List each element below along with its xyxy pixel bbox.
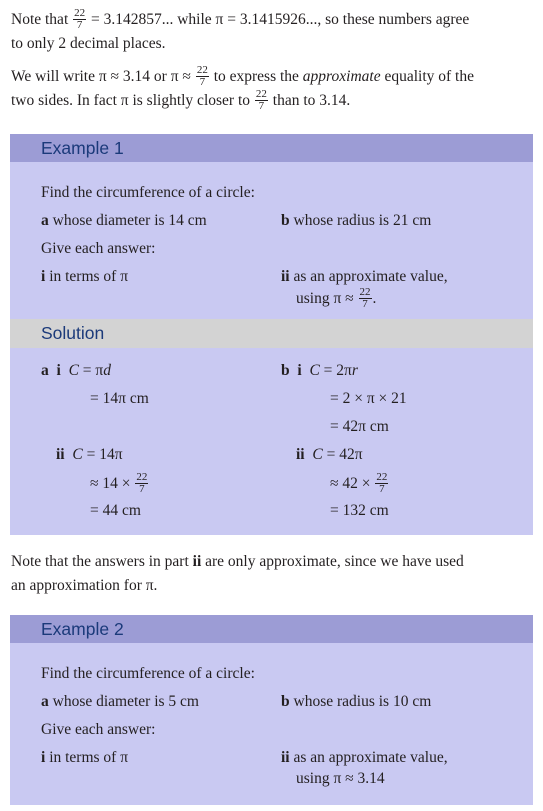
note-bold: ii: [192, 553, 202, 570]
intro-p2-c: equality of the: [384, 68, 474, 85]
example-2-title: Example 2: [41, 619, 124, 639]
fraction-numerator: 22: [74, 6, 86, 19]
solution-text: = π: [82, 362, 104, 379]
intro-p1-line2: to only 2 decimal places.: [11, 35, 166, 52]
fraction-numerator: 22: [359, 286, 371, 298]
example-2-part-a: [41, 692, 199, 712]
solution-a-label: a: [41, 362, 49, 379]
note-after: are only approximate, since we have used: [205, 553, 464, 570]
example-1-prompt: Find the circumference of a circle:: [41, 184, 255, 201]
part-b-text: whose radius is 10 cm: [293, 693, 432, 710]
solution-title: Solution: [41, 323, 105, 343]
example-2-give: Give each answer:: [41, 721, 156, 738]
fraction-numerator: 22: [255, 87, 267, 100]
example-1-part-ii-line2: [296, 288, 376, 311]
fraction-numerator: 22: [196, 63, 208, 76]
example-2-part-ii: [281, 748, 448, 768]
solution-a-i-line2: = 14π cm: [90, 390, 149, 407]
example-2-prompt: Find the circumference of a circle:: [41, 665, 255, 682]
intro-paragraph-2: [11, 65, 536, 113]
part-i-label: i: [41, 268, 46, 285]
solution-b-i-line2: = 2 × π × 21: [330, 390, 407, 407]
fraction-denominator: 7: [379, 483, 385, 495]
solution-a-ii-line2: [90, 473, 149, 496]
solution-a-i-line1: [41, 361, 111, 381]
example-1-part-a: [41, 211, 207, 231]
part-i-label: i: [41, 749, 46, 766]
fraction-22-over-7: [255, 89, 268, 112]
fraction-22-over-7: [135, 472, 148, 495]
part-i-text: in terms of π: [49, 268, 129, 285]
period: .: [372, 290, 377, 308]
note-paragraph: [11, 550, 536, 598]
note-before: Note that the answers in part: [11, 553, 189, 570]
example-2-part-i: [41, 748, 128, 768]
fraction-22-over-7: [73, 8, 86, 31]
solution-a-ii-label: ii: [56, 446, 65, 463]
solution-b-i-line1: [281, 361, 358, 381]
example-1-give: Give each answer:: [41, 240, 156, 257]
intro-p2-d: two sides. In fact π is slightly closer to: [11, 92, 251, 109]
part-i-text: in terms of π: [49, 749, 129, 766]
intro-p2-e: than to 3.14.: [272, 92, 351, 109]
solution-header: [10, 319, 533, 348]
example-1-part-ii: [281, 267, 448, 287]
variable-r: r: [351, 362, 358, 379]
fraction-denominator: 7: [76, 18, 83, 31]
solution-a-ii-line3: = 44 cm: [90, 502, 141, 519]
solution-a-ii-line1: [56, 445, 123, 465]
solution-text: = 14π: [86, 446, 123, 463]
solution-b-ii-line3: = 132 cm: [330, 502, 389, 519]
example-1-part-i: [41, 267, 128, 287]
part-ii-label: ii: [281, 268, 290, 285]
example-1-part-b: [281, 211, 431, 231]
solution-b-i-label: i: [297, 362, 302, 379]
variable-c: C: [312, 446, 323, 463]
fraction-denominator: 7: [199, 75, 206, 88]
part-a-text: whose diameter is 5 cm: [52, 693, 199, 710]
variable-c: C: [68, 362, 79, 379]
part-ii-text: as an approximate value,: [293, 749, 448, 766]
solution-b-label: b: [281, 362, 290, 379]
variable-c: C: [309, 362, 320, 379]
part-a-text: whose diameter is 14 cm: [52, 212, 207, 229]
fraction-denominator: 7: [258, 99, 265, 112]
fraction-numerator: 22: [376, 471, 388, 483]
fraction-22-over-7: [196, 65, 209, 88]
note-line2: an approximation for π.: [11, 577, 158, 594]
solution-b-i-line3: = 42π cm: [330, 418, 389, 435]
solution-b-ii-line1: [296, 445, 363, 465]
solution-text: = 2π: [323, 362, 352, 379]
intro-p2-a: We will write π ≈ 3.14 or π ≈: [11, 68, 191, 85]
example-2-part-ii-line2: using π ≈ 3.14: [296, 770, 385, 787]
part-ii-text2: using π ≈: [296, 290, 354, 308]
intro-p1-after: = 3.142857... while π = 3.1415926..., so these numbers agree: [91, 11, 470, 28]
part-b-label: b: [281, 693, 290, 710]
intro-p2-b: to express the: [213, 68, 299, 85]
fraction-22-over-7: [375, 472, 388, 495]
fraction-denominator: 7: [139, 483, 145, 495]
variable-c: C: [72, 446, 83, 463]
intro-paragraph-1: [11, 8, 536, 56]
solution-b-ii-line2: [330, 473, 389, 496]
example-1-title: Example 1: [41, 138, 124, 158]
intro-p2-emphasis: approximate: [302, 68, 381, 85]
solution-text: ≈ 14 ×: [90, 475, 131, 493]
part-ii-label: ii: [281, 749, 290, 766]
solution-text: ≈ 42 ×: [330, 475, 371, 493]
example-2-box: [10, 615, 533, 805]
part-ii-text: as an approximate value,: [293, 268, 448, 285]
part-a-label: a: [41, 693, 49, 710]
example-2-part-b: [281, 692, 431, 712]
example-1-header: [10, 134, 533, 162]
part-b-label: b: [281, 212, 290, 229]
solution-b-ii-label: ii: [296, 446, 305, 463]
fraction-numerator: 22: [136, 471, 148, 483]
intro-p1-before: Note that: [11, 11, 69, 28]
solution-text: = 42π: [326, 446, 363, 463]
example-2-header: [10, 615, 533, 643]
example-1-box: [10, 134, 533, 535]
variable-d: d: [103, 362, 111, 379]
fraction-denominator: 7: [362, 298, 368, 310]
solution-a-i-label: i: [56, 362, 61, 379]
part-b-text: whose radius is 21 cm: [293, 212, 432, 229]
fraction-22-over-7: [359, 287, 372, 310]
part-a-label: a: [41, 212, 49, 229]
